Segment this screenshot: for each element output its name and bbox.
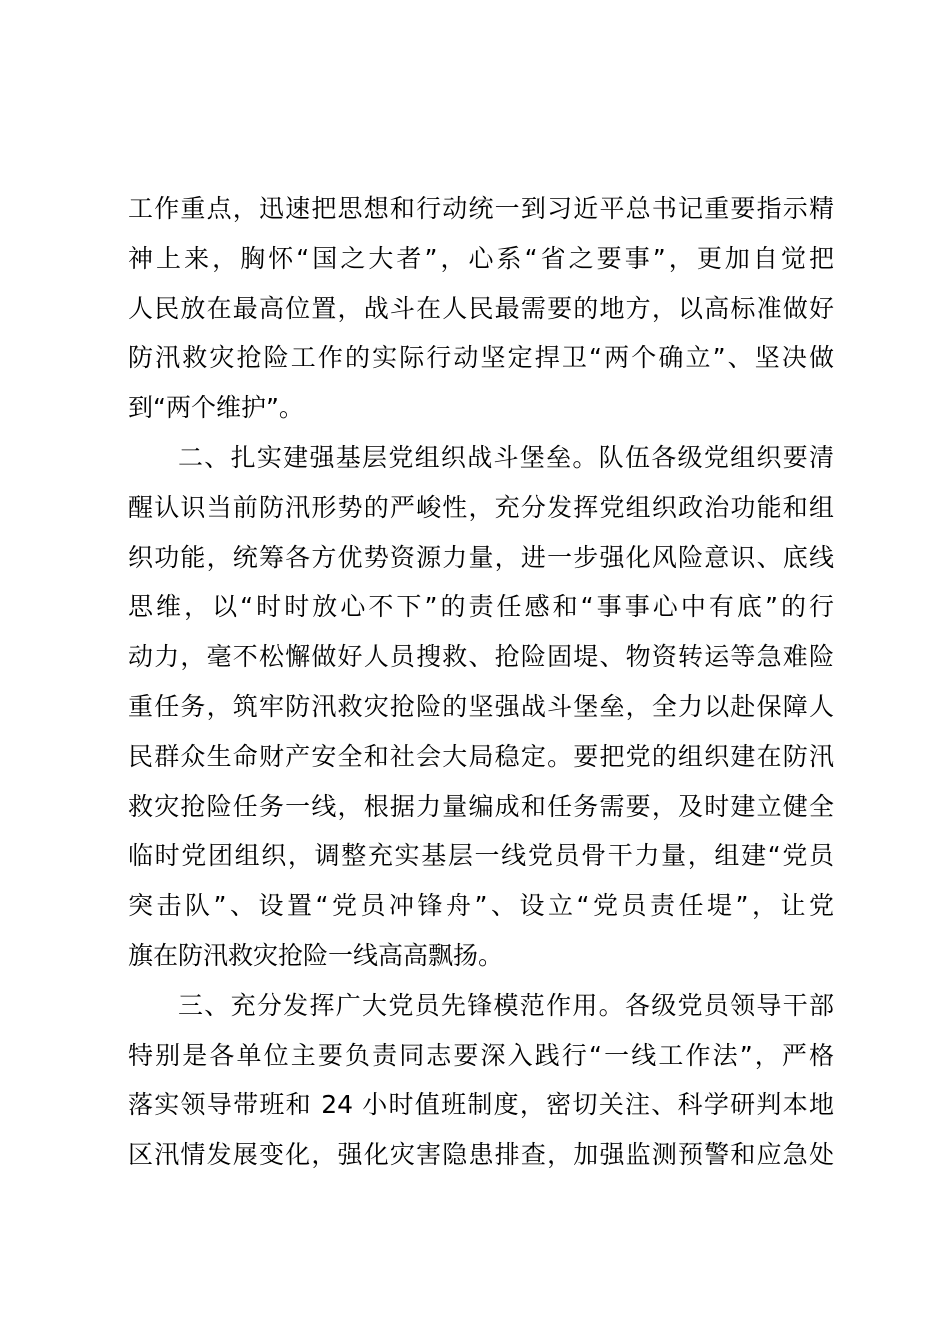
text-line: 区汛情发展变化，强化灾害隐患排查，加强监测预警和应急处 (128, 1140, 834, 1170)
text-line: 醒认识当前防汛形势的严峻性，充分发挥党组织政治功能和组 (128, 492, 834, 522)
paragraph-two (128, 433, 834, 981)
text-line: 民群众生命财产安全和社会大局稳定。要把党的组织建在防汛 (128, 741, 834, 771)
text-line: 织功能，统筹各方优势资源力量，进一步强化风险意识、底线 (128, 542, 834, 572)
text-line: 神上来，胸怀“国之大者”，心系“省之要事”，更加自觉把 (128, 243, 834, 273)
text-line: 思维，以“时时放心不下”的责任感和“事事心中有底”的行 (128, 592, 834, 622)
text-line: 三、充分发挥广大党员先锋模范作用。各级党员领导干部 (178, 990, 834, 1020)
paragraph-continuation (128, 184, 834, 433)
text-line: 防汛救灾抢险工作的实际行动坚定捍卫“两个确立”、坚决做 (128, 343, 834, 373)
text-line: 临时党团组织，调整充实基层一线党员骨干力量，组建“党员 (128, 841, 834, 871)
document-body (128, 184, 834, 1180)
text-line: 突击队”、设置“党员冲锋舟”、设立“党员责任堤”，让党 (128, 891, 834, 921)
text-line: 工作重点，迅速把思想和行动统一到习近平总书记重要指示精 (128, 194, 834, 223)
text-line: 动力，毫不松懈做好人员搜救、抢险固堤、物资转运等急难险 (128, 642, 834, 672)
text-line: 人民放在最高位置，战斗在人民最需要的地方，以高标准做好 (128, 293, 834, 323)
text-line: 救灾抢险任务一线，根据力量编成和任务需要，及时建立健全 (128, 791, 834, 821)
text-line: 特别是各单位主要负责同志要深入践行“一线工作法”，严格 (128, 1040, 834, 1070)
text-line: 重任务，筑牢防汛救灾抢险的坚强战斗堡垒，全力以赴保障人 (128, 691, 834, 721)
text-line: 落实领导带班和 24 小时值班制度，密切关注、科学研判本地 (128, 1090, 834, 1120)
text-line: 到“两个维护”。 (128, 393, 304, 423)
paragraph-three (128, 981, 834, 1180)
text-line: 二、扎实建强基层党组织战斗堡垒。队伍各级党组织要清 (178, 442, 834, 472)
text-line: 旗在防汛救灾抢险一线高高飘扬。 (128, 940, 504, 970)
